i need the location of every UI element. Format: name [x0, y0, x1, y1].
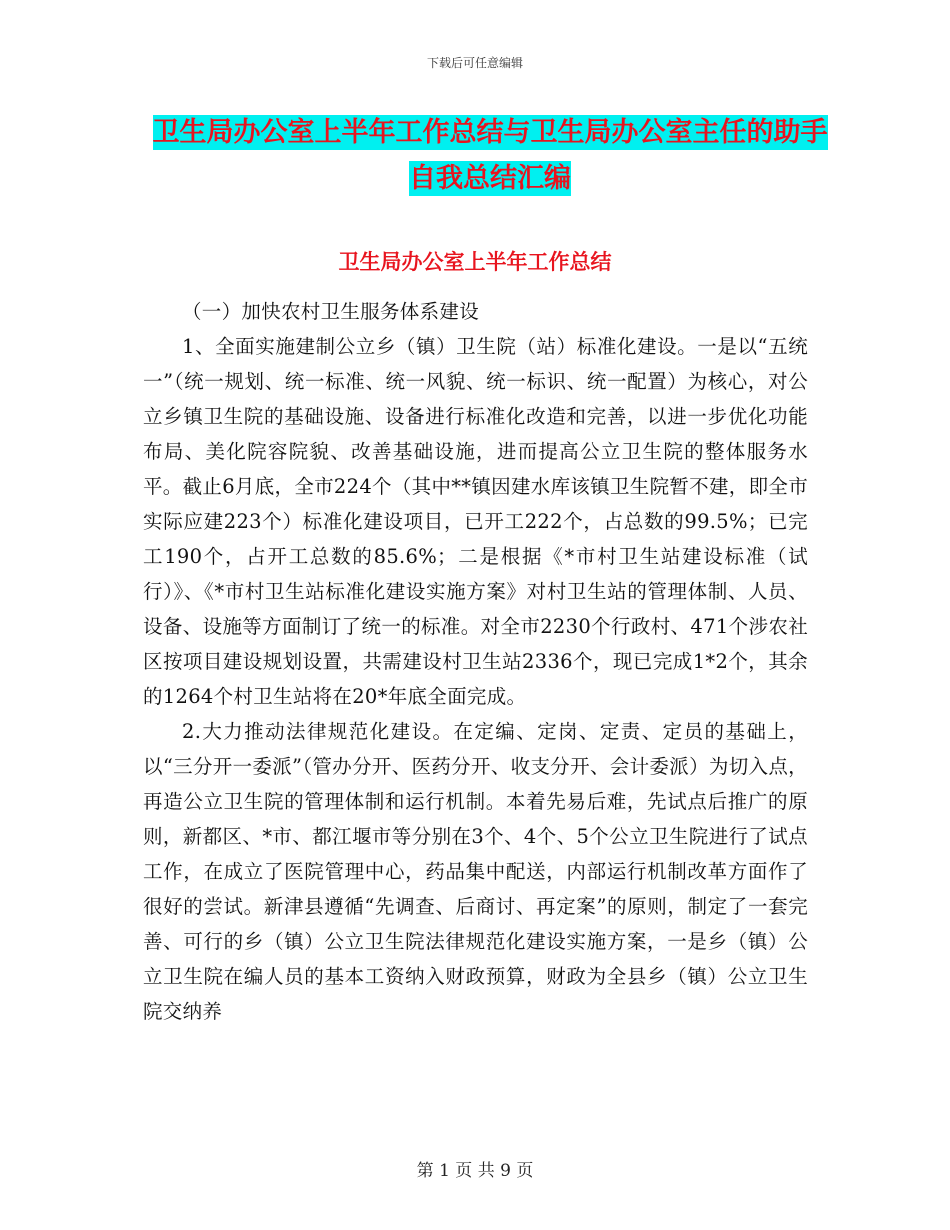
section-title: 卫生局办公室上半年工作总结: [338, 250, 612, 274]
document-title: [140, 110, 840, 202]
header-note: 下载后可任意编辑: [426, 56, 523, 70]
page-number: 第 1 页 共 9 页: [416, 1161, 534, 1181]
document-body: [143, 294, 808, 1029]
body-paragraph: 2.大力推动法律规范化建设。在定编、定岗、定责、定员的基础上，以“三分开一委派”（管办分开、医药分开、收支分开、会计委派）为切入点，再造公立卫生院的管理体制和运行机制。本着先易后难，先试点后推广的原则，新都区、*市、都江堰市等分别在3个、4个、5个公立卫生院进行了试点工作，在成立了医院管理中心，药品集中配送，内部运行机制改革方面作了很好的尝试。新津县遵循“先调查、后商讨、再定案”的原则，制定了一套完善、可行的乡（镇）公立卫生院法律规范化建设实施方案，一是乡（镇）公立卫生院在编人员的基本工资纳入财政预算，财政为全县乡（镇）公立卫生院交纳养: [143, 720, 808, 1023]
document-title-text: 卫生局办公室上半年工作总结与卫生局办公室主任的助手自我总结汇编: [152, 117, 828, 194]
body-paragraph: 1、全面实施建制公立乡（镇）卫生院（站）标准化建设。一是以“五统一”（统一规划、统一标准、统一风貌、统一标识、统一配置）为核心，对公立乡镇卫生院的基础设施、设备进行标准化改造和完善，以进一步优化功能布局、美化院容院貌、改善基础设施，进而提高公立卫生院的整体服务水平。截止6月底，全市224个（其中**镇因建水库该镇卫生院暂不建，即全市实际应建223个）标准化建设项目，已开工222个，占总数的99.5%；已完工190个，占开工总数的85.6%；二是根据《*市村卫生站建设标准（试行）》、《*市村卫生站标准化建设实施方案》对村卫生站的管理体制、人员、设备、设施等方面制订了统一的标准。对全市2230个行政村、471个涉农社区按项目建设规划设置，共需建设村卫生站2336个，现已完成1*2个，其余的1264个村卫生站将在20*年底全面完成。: [143, 335, 808, 708]
body-paragraph-heading: （一）加快农村卫生服务体系建设: [182, 300, 480, 323]
